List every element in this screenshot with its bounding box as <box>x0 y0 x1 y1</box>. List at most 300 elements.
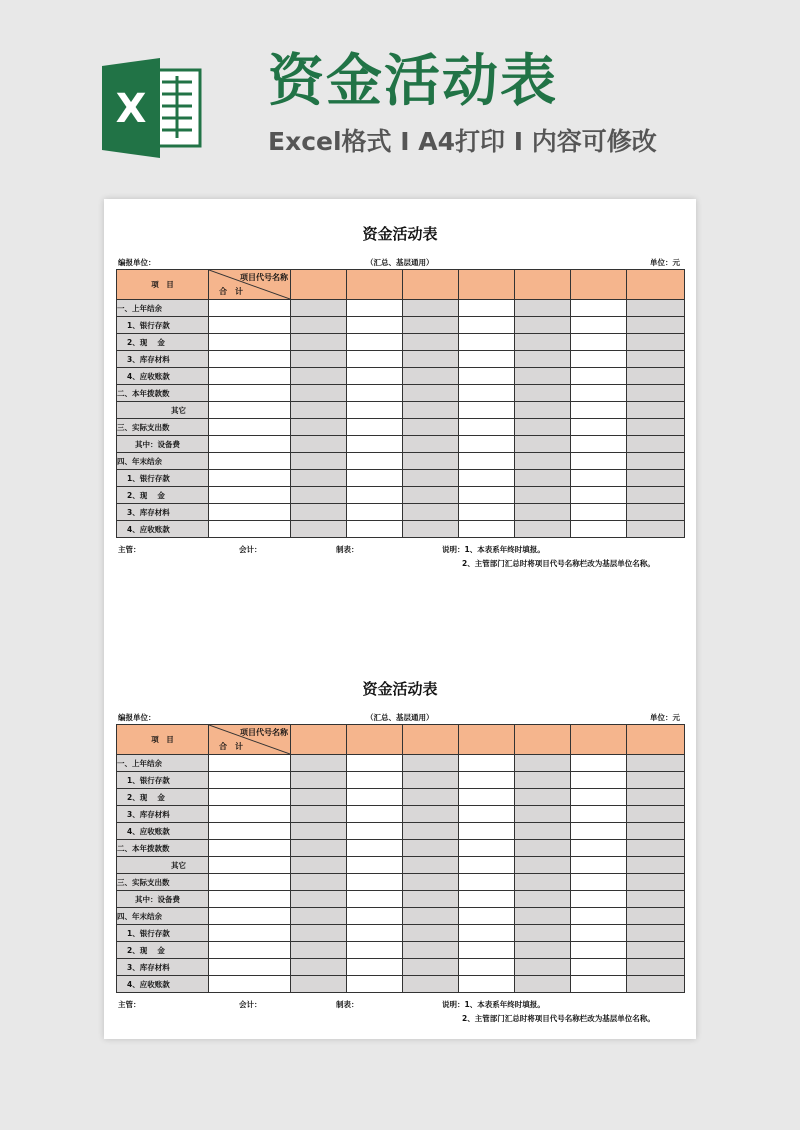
data-cell[interactable] <box>571 504 627 521</box>
data-cell[interactable] <box>209 487 291 504</box>
data-cell[interactable] <box>571 789 627 806</box>
project-column-header[interactable] <box>627 270 685 300</box>
data-cell[interactable] <box>627 857 685 874</box>
data-cell[interactable] <box>459 789 515 806</box>
data-cell[interactable] <box>515 317 571 334</box>
data-cell[interactable] <box>347 504 403 521</box>
data-cell[interactable] <box>209 874 291 891</box>
data-cell[interactable] <box>291 874 347 891</box>
row-label: 4、应收账款 <box>117 823 209 840</box>
data-cell[interactable] <box>209 857 291 874</box>
project-column-header[interactable] <box>515 725 571 755</box>
project-column-header[interactable] <box>571 725 627 755</box>
data-cell[interactable] <box>459 976 515 993</box>
data-cell[interactable] <box>291 334 347 351</box>
data-cell[interactable] <box>571 908 627 925</box>
data-cell[interactable] <box>209 351 291 368</box>
table-row <box>117 755 685 772</box>
data-cell[interactable] <box>515 789 571 806</box>
data-cell[interactable] <box>209 806 291 823</box>
data-cell[interactable] <box>347 789 403 806</box>
data-cell[interactable] <box>347 976 403 993</box>
data-cell[interactable] <box>291 504 347 521</box>
data-cell[interactable] <box>515 942 571 959</box>
data-cell[interactable] <box>347 351 403 368</box>
table-row <box>117 436 685 453</box>
data-cell[interactable] <box>209 925 291 942</box>
data-cell[interactable] <box>515 436 571 453</box>
data-cell[interactable] <box>291 402 347 419</box>
data-cell[interactable] <box>291 772 347 789</box>
note-2: 2、主管部门汇总时将项目代号名称栏改为基层单位名称。 <box>462 1014 655 1023</box>
data-cell[interactable] <box>459 755 515 772</box>
data-cell[interactable] <box>291 300 347 317</box>
row-label: 一、上年结余 <box>117 755 209 772</box>
data-cell[interactable] <box>515 487 571 504</box>
data-cell[interactable] <box>403 521 459 538</box>
data-cell[interactable] <box>209 368 291 385</box>
data-cell[interactable] <box>347 942 403 959</box>
data-cell[interactable] <box>403 317 459 334</box>
project-column-header[interactable] <box>459 725 515 755</box>
data-cell[interactable] <box>291 891 347 908</box>
data-cell[interactable] <box>347 419 403 436</box>
data-cell[interactable] <box>347 840 403 857</box>
data-cell[interactable] <box>571 402 627 419</box>
row-label: 三、实际支出数 <box>117 874 209 891</box>
row-label: 其它 <box>117 402 209 419</box>
data-cell[interactable] <box>627 436 685 453</box>
data-cell[interactable] <box>403 504 459 521</box>
data-cell[interactable] <box>403 959 459 976</box>
data-cell[interactable] <box>347 368 403 385</box>
data-cell[interactable] <box>515 840 571 857</box>
row-label: 2、现 金 <box>117 487 209 504</box>
form-title: 资金活动表 <box>362 680 438 698</box>
data-cell[interactable] <box>403 874 459 891</box>
document-sheet <box>104 199 696 1039</box>
data-cell[interactable] <box>403 891 459 908</box>
data-cell[interactable] <box>627 504 685 521</box>
data-cell[interactable] <box>291 840 347 857</box>
data-cell[interactable] <box>347 521 403 538</box>
project-column-header[interactable] <box>627 725 685 755</box>
data-cell[interactable] <box>627 908 685 925</box>
data-cell[interactable] <box>627 959 685 976</box>
data-cell[interactable] <box>403 772 459 789</box>
data-cell[interactable] <box>515 976 571 993</box>
data-cell[interactable] <box>459 908 515 925</box>
supervisor-label: 主管： <box>118 1000 141 1009</box>
data-cell[interactable] <box>403 857 459 874</box>
accountant-label: 会计： <box>239 545 262 554</box>
data-cell[interactable] <box>209 470 291 487</box>
data-cell[interactable] <box>571 755 627 772</box>
data-cell[interactable] <box>627 385 685 402</box>
data-cell[interactable] <box>571 959 627 976</box>
data-cell[interactable] <box>209 453 291 470</box>
project-column-header[interactable] <box>403 725 459 755</box>
data-cell[interactable] <box>459 823 515 840</box>
data-cell[interactable] <box>515 891 571 908</box>
row-label: 三、实际支出数 <box>117 419 209 436</box>
accountant-label: 会计： <box>239 1000 262 1009</box>
data-cell[interactable] <box>291 823 347 840</box>
data-cell[interactable] <box>627 823 685 840</box>
data-cell[interactable] <box>627 925 685 942</box>
data-cell[interactable] <box>291 351 347 368</box>
data-cell[interactable] <box>209 789 291 806</box>
data-cell[interactable] <box>515 959 571 976</box>
data-cell[interactable] <box>403 908 459 925</box>
data-cell[interactable] <box>571 487 627 504</box>
data-cell[interactable] <box>627 772 685 789</box>
table-row <box>117 453 685 470</box>
data-cell[interactable] <box>403 402 459 419</box>
data-cell[interactable] <box>515 368 571 385</box>
banner <box>0 0 800 195</box>
data-cell[interactable] <box>459 419 515 436</box>
scope-note: （汇总、基层通用） <box>366 258 434 267</box>
data-cell[interactable] <box>347 925 403 942</box>
data-cell[interactable] <box>627 453 685 470</box>
data-cell[interactable] <box>291 857 347 874</box>
table-row <box>117 789 685 806</box>
data-cell[interactable] <box>209 419 291 436</box>
data-cell[interactable] <box>571 891 627 908</box>
data-cell[interactable] <box>459 925 515 942</box>
data-cell[interactable] <box>209 504 291 521</box>
data-cell[interactable] <box>347 823 403 840</box>
data-cell[interactable] <box>347 300 403 317</box>
data-cell[interactable] <box>347 487 403 504</box>
data-cell[interactable] <box>403 300 459 317</box>
data-cell[interactable] <box>347 402 403 419</box>
data-cell[interactable] <box>627 402 685 419</box>
data-cell[interactable] <box>571 823 627 840</box>
data-cell[interactable] <box>571 385 627 402</box>
data-cell[interactable] <box>403 840 459 857</box>
data-cell[interactable] <box>515 908 571 925</box>
data-cell[interactable] <box>347 959 403 976</box>
data-cell[interactable] <box>347 334 403 351</box>
data-cell[interactable] <box>403 385 459 402</box>
data-cell[interactable] <box>291 755 347 772</box>
fund-activity-table <box>116 269 685 538</box>
row-label: 4、应收账款 <box>117 521 209 538</box>
data-cell[interactable] <box>515 857 571 874</box>
data-cell[interactable] <box>209 959 291 976</box>
data-cell[interactable] <box>347 385 403 402</box>
table-row <box>117 874 685 891</box>
data-cell[interactable] <box>347 453 403 470</box>
data-cell[interactable] <box>403 925 459 942</box>
note-1: 说明：1、本表系年终时填报。 <box>442 1000 545 1009</box>
table-header-row <box>117 270 685 300</box>
data-cell[interactable] <box>571 840 627 857</box>
data-cell[interactable] <box>209 772 291 789</box>
data-cell[interactable] <box>627 874 685 891</box>
data-cell[interactable] <box>209 317 291 334</box>
reporting-unit-label: 编报单位： <box>118 258 156 267</box>
data-cell[interactable] <box>515 925 571 942</box>
data-cell[interactable] <box>291 385 347 402</box>
data-cell[interactable] <box>627 470 685 487</box>
data-cell[interactable] <box>515 521 571 538</box>
data-cell[interactable] <box>291 470 347 487</box>
project-code-name-header: 项目代号名称 <box>240 273 288 282</box>
data-cell[interactable] <box>571 942 627 959</box>
row-label: 4、应收账款 <box>117 976 209 993</box>
data-cell[interactable] <box>291 419 347 436</box>
row-label: 3、库存材料 <box>117 504 209 521</box>
project-column-header[interactable] <box>459 270 515 300</box>
data-cell[interactable] <box>571 925 627 942</box>
data-cell[interactable] <box>459 942 515 959</box>
row-label: 2、现 金 <box>117 789 209 806</box>
data-cell[interactable] <box>291 487 347 504</box>
data-cell[interactable] <box>515 419 571 436</box>
data-cell[interactable] <box>459 959 515 976</box>
data-cell[interactable] <box>291 806 347 823</box>
data-cell[interactable] <box>571 368 627 385</box>
data-cell[interactable] <box>459 521 515 538</box>
data-cell[interactable] <box>291 925 347 942</box>
table-row <box>117 772 685 789</box>
data-cell[interactable] <box>571 857 627 874</box>
data-cell[interactable] <box>347 470 403 487</box>
project-column-header[interactable] <box>571 270 627 300</box>
data-cell[interactable] <box>627 317 685 334</box>
data-cell[interactable] <box>291 942 347 959</box>
data-cell[interactable] <box>571 351 627 368</box>
data-cell[interactable] <box>627 419 685 436</box>
data-cell[interactable] <box>209 891 291 908</box>
data-cell[interactable] <box>459 891 515 908</box>
data-cell[interactable] <box>209 755 291 772</box>
data-cell[interactable] <box>515 402 571 419</box>
data-cell[interactable] <box>347 806 403 823</box>
data-cell[interactable] <box>571 521 627 538</box>
data-cell[interactable] <box>347 436 403 453</box>
data-cell[interactable] <box>571 334 627 351</box>
note-1: 说明：1、本表系年终时填报。 <box>442 545 545 554</box>
row-label: 2、现 金 <box>117 334 209 351</box>
data-cell[interactable] <box>627 891 685 908</box>
data-cell[interactable] <box>347 755 403 772</box>
data-cell[interactable] <box>515 504 571 521</box>
row-label: 1、银行存款 <box>117 772 209 789</box>
data-cell[interactable] <box>459 436 515 453</box>
data-cell[interactable] <box>571 976 627 993</box>
row-label: 1、银行存款 <box>117 470 209 487</box>
project-code-name-header: 项目代号名称 <box>240 728 288 737</box>
data-cell[interactable] <box>403 487 459 504</box>
data-cell[interactable] <box>459 504 515 521</box>
data-cell[interactable] <box>515 823 571 840</box>
data-cell[interactable] <box>347 857 403 874</box>
table-row <box>117 840 685 857</box>
data-cell[interactable] <box>571 772 627 789</box>
total-header: 合 计 <box>219 742 243 751</box>
data-cell[interactable] <box>347 772 403 789</box>
data-cell[interactable] <box>515 874 571 891</box>
data-cell[interactable] <box>627 521 685 538</box>
data-cell[interactable] <box>459 334 515 351</box>
data-cell[interactable] <box>571 436 627 453</box>
data-cell[interactable] <box>627 789 685 806</box>
data-cell[interactable] <box>459 300 515 317</box>
data-cell[interactable] <box>209 521 291 538</box>
data-cell[interactable] <box>627 806 685 823</box>
data-cell[interactable] <box>627 351 685 368</box>
table-row <box>117 976 685 993</box>
data-cell[interactable] <box>403 470 459 487</box>
data-cell[interactable] <box>291 317 347 334</box>
table-row <box>117 891 685 908</box>
data-cell[interactable] <box>347 908 403 925</box>
data-cell[interactable] <box>459 806 515 823</box>
row-label: 二、本年拨款数 <box>117 840 209 857</box>
project-column-header[interactable] <box>347 725 403 755</box>
reporting-unit-label: 编报单位： <box>118 713 156 722</box>
row-label: 1、银行存款 <box>117 317 209 334</box>
data-cell[interactable] <box>403 789 459 806</box>
row-label: 1、银行存款 <box>117 925 209 942</box>
data-cell[interactable] <box>459 874 515 891</box>
table-row <box>117 334 685 351</box>
row-label: 其它 <box>117 857 209 874</box>
data-cell[interactable] <box>209 823 291 840</box>
data-cell[interactable] <box>515 470 571 487</box>
data-cell[interactable] <box>459 857 515 874</box>
table-row <box>117 959 685 976</box>
project-column-header[interactable] <box>403 270 459 300</box>
data-cell[interactable] <box>291 908 347 925</box>
data-cell[interactable] <box>459 772 515 789</box>
data-cell[interactable] <box>571 300 627 317</box>
data-cell[interactable] <box>515 385 571 402</box>
table-row <box>117 487 685 504</box>
data-cell[interactable] <box>403 368 459 385</box>
row-label: 2、现 金 <box>117 942 209 959</box>
data-cell[interactable] <box>403 976 459 993</box>
data-cell[interactable] <box>627 942 685 959</box>
data-cell[interactable] <box>459 385 515 402</box>
data-cell[interactable] <box>459 487 515 504</box>
data-cell[interactable] <box>627 976 685 993</box>
data-cell[interactable] <box>571 874 627 891</box>
data-cell[interactable] <box>403 351 459 368</box>
data-cell[interactable] <box>515 334 571 351</box>
data-cell[interactable] <box>291 436 347 453</box>
data-cell[interactable] <box>209 942 291 959</box>
table-row <box>117 419 685 436</box>
data-cell[interactable] <box>515 755 571 772</box>
data-cell[interactable] <box>291 976 347 993</box>
data-cell[interactable] <box>209 840 291 857</box>
data-cell[interactable] <box>627 487 685 504</box>
data-cell[interactable] <box>459 840 515 857</box>
data-cell[interactable] <box>209 385 291 402</box>
data-cell[interactable] <box>459 368 515 385</box>
data-cell[interactable] <box>515 351 571 368</box>
data-cell[interactable] <box>627 334 685 351</box>
data-cell[interactable] <box>403 942 459 959</box>
data-cell[interactable] <box>209 300 291 317</box>
data-cell[interactable] <box>347 874 403 891</box>
data-cell[interactable] <box>627 368 685 385</box>
row-label: 四、年末结余 <box>117 908 209 925</box>
data-cell[interactable] <box>209 402 291 419</box>
data-cell[interactable] <box>459 317 515 334</box>
data-cell[interactable] <box>571 470 627 487</box>
data-cell[interactable] <box>571 806 627 823</box>
data-cell[interactable] <box>209 976 291 993</box>
data-cell[interactable] <box>403 334 459 351</box>
data-cell[interactable] <box>209 436 291 453</box>
data-cell[interactable] <box>571 317 627 334</box>
data-cell[interactable] <box>403 755 459 772</box>
project-column-header[interactable] <box>291 270 347 300</box>
data-cell[interactable] <box>291 521 347 538</box>
data-cell[interactable] <box>291 959 347 976</box>
data-cell[interactable] <box>403 419 459 436</box>
data-cell[interactable] <box>627 840 685 857</box>
project-column-header[interactable] <box>347 270 403 300</box>
data-cell[interactable] <box>459 402 515 419</box>
data-cell[interactable] <box>403 823 459 840</box>
data-cell[interactable] <box>347 891 403 908</box>
data-cell[interactable] <box>459 470 515 487</box>
row-label: 3、库存材料 <box>117 351 209 368</box>
data-cell[interactable] <box>571 419 627 436</box>
data-cell[interactable] <box>209 908 291 925</box>
data-cell[interactable] <box>627 755 685 772</box>
data-cell[interactable] <box>627 300 685 317</box>
row-label: 四、年末结余 <box>117 453 209 470</box>
data-cell[interactable] <box>403 436 459 453</box>
data-cell[interactable] <box>347 317 403 334</box>
data-cell[interactable] <box>291 368 347 385</box>
row-label: 其中：设备费 <box>117 436 209 453</box>
data-cell[interactable] <box>459 453 515 470</box>
data-cell[interactable] <box>403 806 459 823</box>
excel-logo-icon <box>102 58 204 158</box>
data-cell[interactable] <box>209 334 291 351</box>
preparer-label: 制表： <box>336 1000 359 1009</box>
table-row <box>117 857 685 874</box>
data-cell[interactable] <box>459 351 515 368</box>
data-cell[interactable] <box>291 789 347 806</box>
data-cell[interactable] <box>515 300 571 317</box>
table-row <box>117 504 685 521</box>
data-cell[interactable] <box>515 772 571 789</box>
project-column-header[interactable] <box>291 725 347 755</box>
diagonal-header-cell <box>209 725 291 755</box>
table-row <box>117 402 685 419</box>
table-row <box>117 925 685 942</box>
data-cell[interactable] <box>291 453 347 470</box>
data-cell[interactable] <box>403 453 459 470</box>
table-row <box>117 385 685 402</box>
data-cell[interactable] <box>515 806 571 823</box>
table-row <box>117 823 685 840</box>
project-column-header[interactable] <box>515 270 571 300</box>
data-cell[interactable] <box>515 453 571 470</box>
table-row <box>117 470 685 487</box>
data-cell[interactable] <box>571 453 627 470</box>
